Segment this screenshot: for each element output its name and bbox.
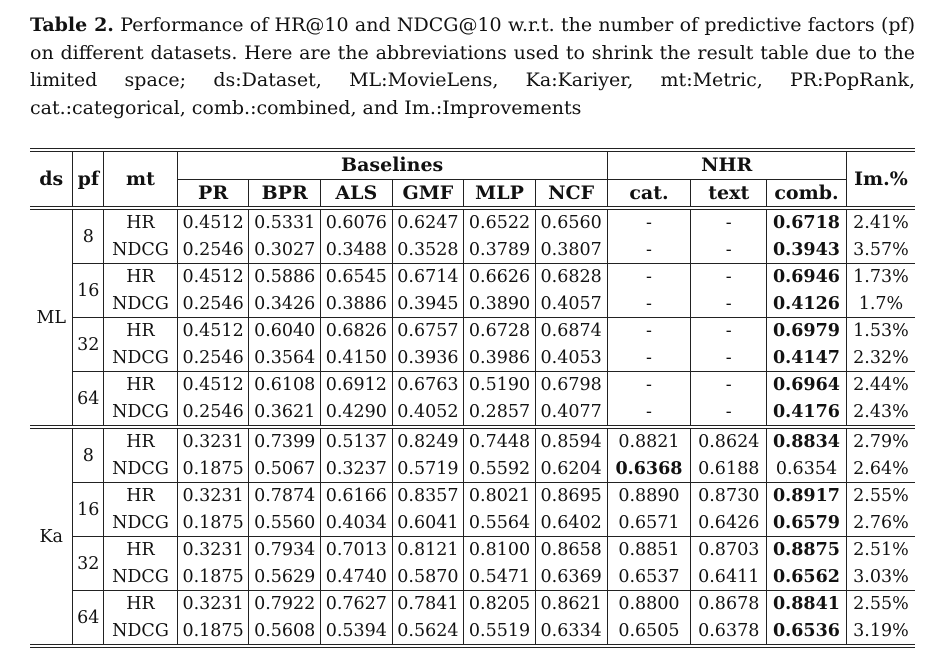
value-cell: 0.3231: [177, 427, 249, 456]
pf-cell: 8: [73, 208, 104, 264]
table-row: [30, 456, 915, 483]
value-cell: 0.4077: [535, 399, 607, 428]
header-improvement: Im.%: [846, 150, 915, 208]
value-cell: 0.6874: [535, 318, 607, 345]
improvement-cell: 1.73%: [846, 264, 915, 291]
value-cell: 0.8594: [535, 427, 607, 456]
value-cell: 0.5564: [464, 510, 536, 537]
improvement-cell: 2.44%: [846, 372, 915, 399]
value-cell: 0.5067: [249, 456, 321, 483]
value-cell: 0.3488: [321, 237, 393, 264]
value-cell: 0.4053: [535, 345, 607, 372]
pf-cell: 16: [73, 264, 104, 318]
value-cell: 0.4052: [392, 399, 464, 428]
improvement-cell: 3.19%: [846, 618, 915, 647]
value-cell: 0.6041: [392, 510, 464, 537]
table-row: [30, 427, 915, 456]
value-cell: 0.6076: [321, 208, 393, 237]
value-cell: 0.8821: [607, 427, 691, 456]
value-cell: -: [691, 399, 767, 428]
value-cell: 0.2546: [177, 345, 249, 372]
value-cell: 0.6718: [767, 208, 847, 237]
metric-cell: NDCG: [104, 456, 178, 483]
caption-label: Table 2.: [30, 14, 114, 36]
value-cell: 0.6728: [464, 318, 536, 345]
header-nhr: NHR: [607, 150, 846, 179]
value-cell: 0.1875: [177, 564, 249, 591]
value-cell: 0.6562: [767, 564, 847, 591]
value-cell: 0.8357: [392, 483, 464, 510]
table-row: [30, 399, 915, 428]
table-row: [30, 591, 915, 618]
value-cell: -: [691, 318, 767, 345]
table-caption: [30, 12, 915, 122]
metric-cell: HR: [104, 537, 178, 564]
value-cell: 0.8730: [691, 483, 767, 510]
value-cell: 0.5331: [249, 208, 321, 237]
value-cell: -: [607, 372, 691, 399]
value-cell: -: [607, 399, 691, 428]
value-cell: -: [691, 237, 767, 264]
metric-cell: HR: [104, 591, 178, 618]
value-cell: 0.1875: [177, 618, 249, 647]
value-cell: 0.8695: [535, 483, 607, 510]
pf-cell: 64: [73, 372, 104, 428]
improvement-cell: 2.41%: [846, 208, 915, 237]
value-cell: -: [607, 208, 691, 237]
value-cell: 0.3231: [177, 483, 249, 510]
value-cell: 0.5560: [249, 510, 321, 537]
pf-cell: 8: [73, 427, 104, 483]
header-col: text: [691, 179, 767, 208]
value-cell: 0.3890: [464, 291, 536, 318]
value-cell: 0.5471: [464, 564, 536, 591]
value-cell: 0.6368: [607, 456, 691, 483]
value-cell: 0.1875: [177, 510, 249, 537]
value-cell: 0.4512: [177, 264, 249, 291]
improvement-cell: 2.55%: [846, 483, 915, 510]
value-cell: 0.6912: [321, 372, 393, 399]
value-cell: 0.3528: [392, 237, 464, 264]
header-col: NCF: [535, 179, 607, 208]
header-mt: mt: [104, 150, 178, 208]
table-body: [30, 208, 915, 646]
value-cell: 0.2546: [177, 399, 249, 428]
value-cell: 0.3621: [249, 399, 321, 428]
header-baselines: Baselines: [177, 150, 607, 179]
improvement-cell: 2.55%: [846, 591, 915, 618]
value-cell: 0.4034: [321, 510, 393, 537]
value-cell: 0.4150: [321, 345, 393, 372]
value-cell: 0.8249: [392, 427, 464, 456]
value-cell: 0.8834: [767, 427, 847, 456]
value-cell: 0.8621: [535, 591, 607, 618]
value-cell: 0.3789: [464, 237, 536, 264]
value-cell: 0.6537: [607, 564, 691, 591]
value-cell: 0.6946: [767, 264, 847, 291]
value-cell: 0.8890: [607, 483, 691, 510]
table-row: [30, 318, 915, 345]
value-cell: 0.5190: [464, 372, 536, 399]
table-row: [30, 291, 915, 318]
value-cell: 0.6354: [767, 456, 847, 483]
value-cell: 0.6979: [767, 318, 847, 345]
value-cell: 0.7874: [249, 483, 321, 510]
value-cell: 0.6505: [607, 618, 691, 647]
value-cell: 0.3564: [249, 345, 321, 372]
metric-cell: NDCG: [104, 345, 178, 372]
pf-cell: 32: [73, 318, 104, 372]
value-cell: 0.3231: [177, 537, 249, 564]
improvement-cell: 2.43%: [853, 401, 909, 422]
value-cell: 0.3943: [767, 237, 847, 264]
improvement-cell: 3.57%: [853, 239, 909, 260]
header-col: ALS: [321, 179, 393, 208]
value-cell: 0.6828: [535, 264, 607, 291]
value-cell: 0.6378: [691, 618, 767, 647]
value-cell: 0.3237: [321, 456, 393, 483]
value-cell: 0.3231: [177, 591, 249, 618]
value-cell: 0.8851: [607, 537, 691, 564]
header-pf: pf: [73, 150, 104, 208]
improvement-cell: 1.53%: [846, 318, 915, 345]
value-cell: 0.7934: [249, 537, 321, 564]
value-cell: -: [691, 208, 767, 237]
value-cell: 0.5624: [392, 618, 464, 647]
table-row: [30, 345, 915, 372]
value-cell: 0.7013: [321, 537, 393, 564]
header-col: MLP: [464, 179, 536, 208]
value-cell: 0.7448: [464, 427, 536, 456]
value-cell: 0.6402: [535, 510, 607, 537]
value-cell: 0.6188: [691, 456, 767, 483]
table-row: [30, 537, 915, 564]
value-cell: -: [607, 237, 691, 264]
value-cell: 0.8100: [464, 537, 536, 564]
table-row: [30, 510, 915, 537]
value-cell: 0.3426: [249, 291, 321, 318]
value-cell: 0.4176: [767, 399, 847, 428]
value-cell: -: [691, 291, 767, 318]
value-cell: 0.7627: [321, 591, 393, 618]
metric-cell: NDCG: [104, 510, 178, 537]
value-cell: 0.5608: [249, 618, 321, 647]
value-cell: 0.5519: [464, 618, 536, 647]
value-cell: 0.8121: [392, 537, 464, 564]
table-row: [30, 237, 915, 264]
value-cell: 0.8841: [767, 591, 847, 618]
metric-cell: NDCG: [104, 564, 178, 591]
results-table: [30, 148, 915, 648]
value-cell: 0.6204: [535, 456, 607, 483]
value-cell: -: [607, 345, 691, 372]
value-cell: 0.6334: [535, 618, 607, 647]
value-cell: 0.6826: [321, 318, 393, 345]
value-cell: 0.5870: [392, 564, 464, 591]
value-cell: 0.4126: [767, 291, 847, 318]
value-cell: 0.8875: [767, 537, 847, 564]
value-cell: 0.4512: [177, 318, 249, 345]
improvement-cell: 2.32%: [853, 347, 909, 368]
value-cell: 0.6166: [321, 483, 393, 510]
value-cell: 0.6369: [535, 564, 607, 591]
value-cell: 0.8021: [464, 483, 536, 510]
pf-cell: 16: [73, 483, 104, 537]
dataset-cell: ML: [30, 208, 73, 427]
value-cell: 0.6579: [767, 510, 847, 537]
metric-cell: HR: [104, 427, 178, 456]
value-cell: 0.4512: [177, 372, 249, 399]
metric-cell: NDCG: [104, 237, 178, 264]
value-cell: 0.6545: [321, 264, 393, 291]
value-cell: 0.5886: [249, 264, 321, 291]
value-cell: 0.3027: [249, 237, 321, 264]
value-cell: 0.4057: [535, 291, 607, 318]
header-col: comb.: [767, 179, 847, 208]
value-cell: 0.6040: [249, 318, 321, 345]
metric-cell: HR: [104, 483, 178, 510]
metric-cell: NDCG: [104, 618, 178, 647]
metric-cell: NDCG: [104, 399, 178, 428]
value-cell: 0.7841: [392, 591, 464, 618]
value-cell: 0.3945: [392, 291, 464, 318]
value-cell: 0.4740: [321, 564, 393, 591]
table-row: [30, 264, 915, 291]
value-cell: 0.8205: [464, 591, 536, 618]
header-col: BPR: [249, 179, 321, 208]
header-col: cat.: [607, 179, 691, 208]
value-cell: 0.4290: [321, 399, 393, 428]
improvement-cell: 2.79%: [846, 427, 915, 456]
value-cell: -: [691, 264, 767, 291]
improvement-cell: 1.7%: [858, 293, 904, 314]
value-cell: 0.8624: [691, 427, 767, 456]
caption-text: Performance of HR@10 and NDCG@10 w.r.t. the number of predictive factors (pf) on different datasets. Here are the abbreviations used to shrink the result table due to the limited space; ds:Dataset, ML:MovieLens, Ka:Kariyer, mt:Metric, PR:PopRank, cat.:categorical, comb.:combined, and Im.:Improvements: [30, 14, 915, 119]
value-cell: 0.7399: [249, 427, 321, 456]
header-col: GMF: [392, 179, 464, 208]
value-cell: 0.6757: [392, 318, 464, 345]
pf-cell: 64: [73, 591, 104, 647]
improvement-cell: 2.76%: [853, 512, 909, 533]
improvement-cell: 3.03%: [853, 566, 909, 587]
table-row: [30, 372, 915, 399]
value-cell: 0.6798: [535, 372, 607, 399]
value-cell: 0.3886: [321, 291, 393, 318]
dataset-cell: Ka: [30, 427, 73, 646]
improvement-cell: 2.51%: [846, 537, 915, 564]
value-cell: 0.4147: [767, 345, 847, 372]
value-cell: 0.1875: [177, 456, 249, 483]
metric-cell: HR: [104, 372, 178, 399]
value-cell: 0.2546: [177, 237, 249, 264]
value-cell: 0.3986: [464, 345, 536, 372]
value-cell: 0.2546: [177, 291, 249, 318]
value-cell: 0.8678: [691, 591, 767, 618]
pf-cell: 32: [73, 537, 104, 591]
header-row-1: [30, 150, 915, 179]
value-cell: 0.6108: [249, 372, 321, 399]
value-cell: 0.6714: [392, 264, 464, 291]
value-cell: 0.6426: [691, 510, 767, 537]
value-cell: 0.6964: [767, 372, 847, 399]
value-cell: 0.7922: [249, 591, 321, 618]
value-cell: 0.6411: [691, 564, 767, 591]
value-cell: 0.8917: [767, 483, 847, 510]
value-cell: -: [607, 291, 691, 318]
table-row: [30, 483, 915, 510]
metric-cell: HR: [104, 264, 178, 291]
value-cell: -: [691, 372, 767, 399]
value-cell: 0.5719: [392, 456, 464, 483]
metric-cell: HR: [104, 318, 178, 345]
value-cell: 0.6763: [392, 372, 464, 399]
table-row: [30, 618, 915, 647]
value-cell: 0.3936: [392, 345, 464, 372]
table-row: [30, 564, 915, 591]
value-cell: 0.6626: [464, 264, 536, 291]
table-row: [30, 208, 915, 237]
value-cell: 0.4512: [177, 208, 249, 237]
value-cell: 0.6560: [535, 208, 607, 237]
value-cell: 0.5592: [464, 456, 536, 483]
value-cell: -: [691, 345, 767, 372]
value-cell: 0.3807: [535, 237, 607, 264]
value-cell: 0.6571: [607, 510, 691, 537]
value-cell: 0.5629: [249, 564, 321, 591]
value-cell: 0.5137: [321, 427, 393, 456]
value-cell: -: [607, 264, 691, 291]
value-cell: -: [607, 318, 691, 345]
value-cell: 0.8800: [607, 591, 691, 618]
value-cell: 0.2857: [464, 399, 536, 428]
value-cell: 0.6247: [392, 208, 464, 237]
improvement-cell: 2.64%: [853, 458, 909, 479]
header-ds: ds: [30, 150, 73, 208]
metric-cell: NDCG: [104, 291, 178, 318]
value-cell: 0.6522: [464, 208, 536, 237]
value-cell: 0.6536: [767, 618, 847, 647]
results-table-wrapper: [30, 148, 915, 648]
header-col: PR: [177, 179, 249, 208]
metric-cell: HR: [104, 208, 178, 237]
value-cell: 0.8703: [691, 537, 767, 564]
value-cell: 0.8658: [535, 537, 607, 564]
value-cell: 0.5394: [321, 618, 393, 647]
